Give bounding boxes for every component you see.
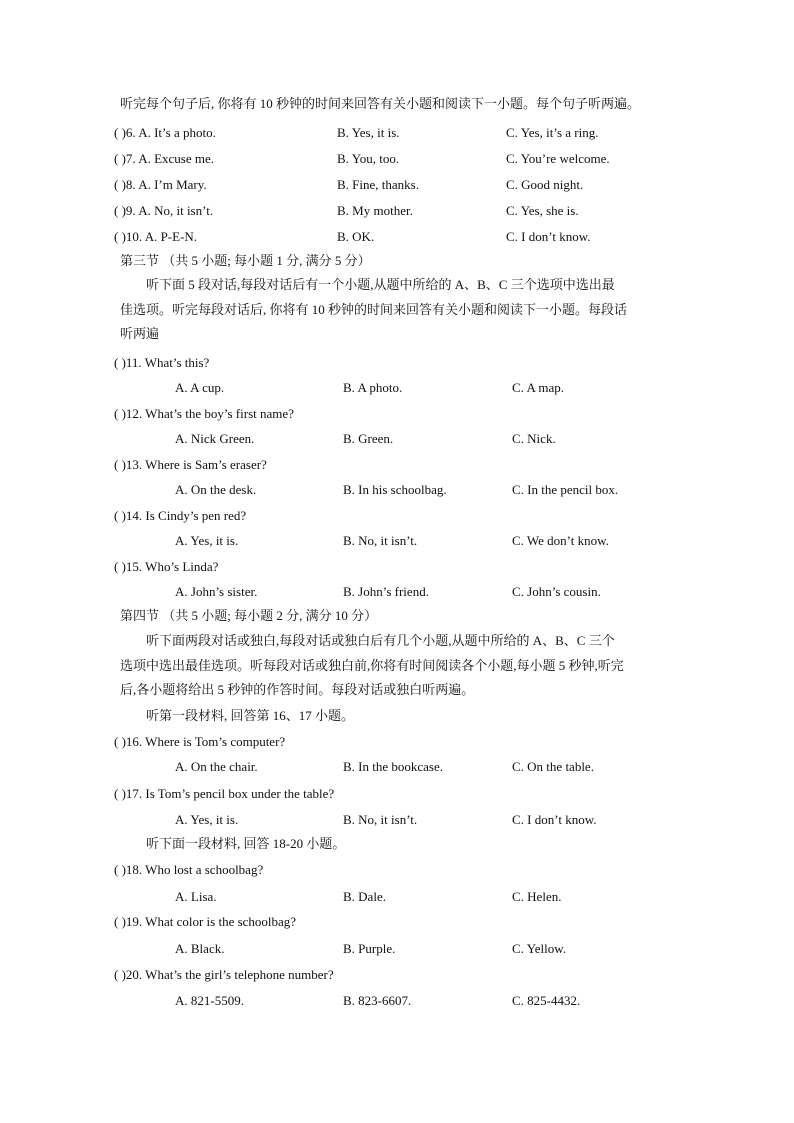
section4-part2-label: 听下面一段材料, 回答 18-20 小题。: [146, 836, 346, 851]
question-13-option-c: C. In the pencil box.: [512, 482, 619, 497]
question-16-stem: ( )16. Where is Tom’s computer?: [114, 734, 286, 749]
section3-instruction-line3: 听两遍: [120, 326, 160, 341]
question-11-option-a: A. A cup.: [175, 380, 225, 395]
section4-instruction-line2: 选项中选出最佳选项。听每段对话或独白前,你将有时间阅读各个小题,每小题 5 秒钟,听完: [120, 658, 624, 673]
question-8-option-b: B. Fine, thanks.: [337, 177, 419, 192]
question-8-option-c: C. Good night.: [506, 177, 584, 192]
question-14-option-b: B. No, it isn’t.: [343, 533, 418, 548]
question-7-stem: ( )7. A. Excuse me.: [114, 151, 215, 166]
question-7-option-c: C. You’re welcome.: [506, 151, 610, 166]
question-9-stem: ( )9. A. No, it isn’t.: [114, 203, 214, 218]
question-14-option-c: C. We don’t know.: [512, 533, 609, 548]
question-18-option-c: C. Helen.: [512, 889, 562, 904]
question-20-option-c: C. 825-4432.: [512, 993, 581, 1008]
question-10-option-c: C. I don’t know.: [506, 229, 591, 244]
section2-intro: 听完每个句子后, 你将有 10 秒钟的时间来回答有关小题和阅读下一小题。每个句子听两遍。: [120, 96, 641, 111]
question-18-stem: ( )18. Who lost a schoolbag?: [114, 862, 264, 877]
question-6-stem: ( )6. A. It’s a photo.: [114, 125, 216, 140]
question-12-option-c: C. Nick.: [512, 431, 556, 446]
question-9-option-b: B. My mother.: [337, 203, 413, 218]
question-13-option-a: A. On the desk.: [175, 482, 257, 497]
question-19-option-b: B. Purple.: [343, 941, 396, 956]
question-12-option-a: A. Nick Green.: [175, 431, 255, 446]
question-11-option-b: B. A photo.: [343, 380, 403, 395]
question-15-option-a: A. John’s sister.: [175, 584, 258, 599]
question-10-option-b: B. OK.: [337, 229, 375, 244]
question-14-option-a: A. Yes, it is.: [175, 533, 239, 548]
question-20-stem: ( )20. What’s the girl’s telephone number?: [114, 967, 334, 982]
question-18-option-b: B. Dale.: [343, 889, 386, 904]
section4-heading: 第四节 （共 5 小题; 每小题 2 分, 满分 10 分）: [120, 608, 378, 623]
question-15-stem: ( )15. Who’s Linda?: [114, 559, 219, 574]
question-6-option-b: B. Yes, it is.: [337, 125, 400, 140]
question-17-option-a: A. Yes, it is.: [175, 812, 239, 827]
question-13-stem: ( )13. Where is Sam’s eraser?: [114, 457, 267, 472]
question-19-option-a: A. Black.: [175, 941, 225, 956]
question-19-stem: ( )19. What color is the schoolbag?: [114, 914, 297, 929]
question-16-option-a: A. On the chair.: [175, 759, 258, 774]
question-6-option-c: C. Yes, it’s a ring.: [506, 125, 599, 140]
section3-instruction-line1: 听下面 5 段对话,每段对话后有一个小题,从题中所给的 A、B、C 三个选项中选出最: [146, 277, 615, 292]
question-11-stem: ( )11. What’s this?: [114, 355, 210, 370]
question-12-option-b: B. Green.: [343, 431, 394, 446]
question-15-option-b: B. John’s friend.: [343, 584, 429, 599]
question-12-stem: ( )12. What’s the boy’s first name?: [114, 406, 294, 421]
question-11-option-c: C. A map.: [512, 380, 565, 395]
section4-instruction-line1: 听下面两段对话或独白,每段对话或独白后有几个小题,从题中所给的 A、B、C 三个: [146, 633, 615, 648]
question-8-stem: ( )8. A. I’m Mary.: [114, 177, 207, 192]
section3-heading: 第三节 （共 5 小题; 每小题 1 分, 满分 5 分）: [120, 253, 371, 268]
question-15-option-c: C. John’s cousin.: [512, 584, 601, 599]
question-19-option-c: C. Yellow.: [512, 941, 567, 956]
question-10-stem: ( )10. A. P-E-N.: [114, 229, 198, 244]
question-17-option-c: C. I don’t know.: [512, 812, 597, 827]
section3-instruction-line2: 佳选项。听完每段对话后, 你将有 10 秒钟的时间来回答有关小题和阅读下一小题。每段话: [120, 302, 628, 317]
question-18-option-a: A. Lisa.: [175, 889, 217, 904]
question-16-option-c: C. On the table.: [512, 759, 594, 774]
question-17-stem: ( )17. Is Tom’s pencil box under the table?: [114, 786, 335, 801]
question-17-option-b: B. No, it isn’t.: [343, 812, 418, 827]
question-7-option-b: B. You, too.: [337, 151, 400, 166]
section4-instruction-line3: 后,各小题将给出 5 秒钟的作答时间。每段对话或独白听两遍。: [120, 682, 475, 697]
question-13-option-b: B. In his schoolbag.: [343, 482, 447, 497]
question-9-option-c: C. Yes, she is.: [506, 203, 579, 218]
question-14-stem: ( )14. Is Cindy’s pen red?: [114, 508, 247, 523]
question-20-option-a: A. 821-5509.: [175, 993, 244, 1008]
question-16-option-b: B. In the bookcase.: [343, 759, 444, 774]
section4-part1-label: 听第一段材料, 回答第 16、17 小题。: [146, 708, 355, 723]
question-20-option-b: B. 823-6607.: [343, 993, 412, 1008]
